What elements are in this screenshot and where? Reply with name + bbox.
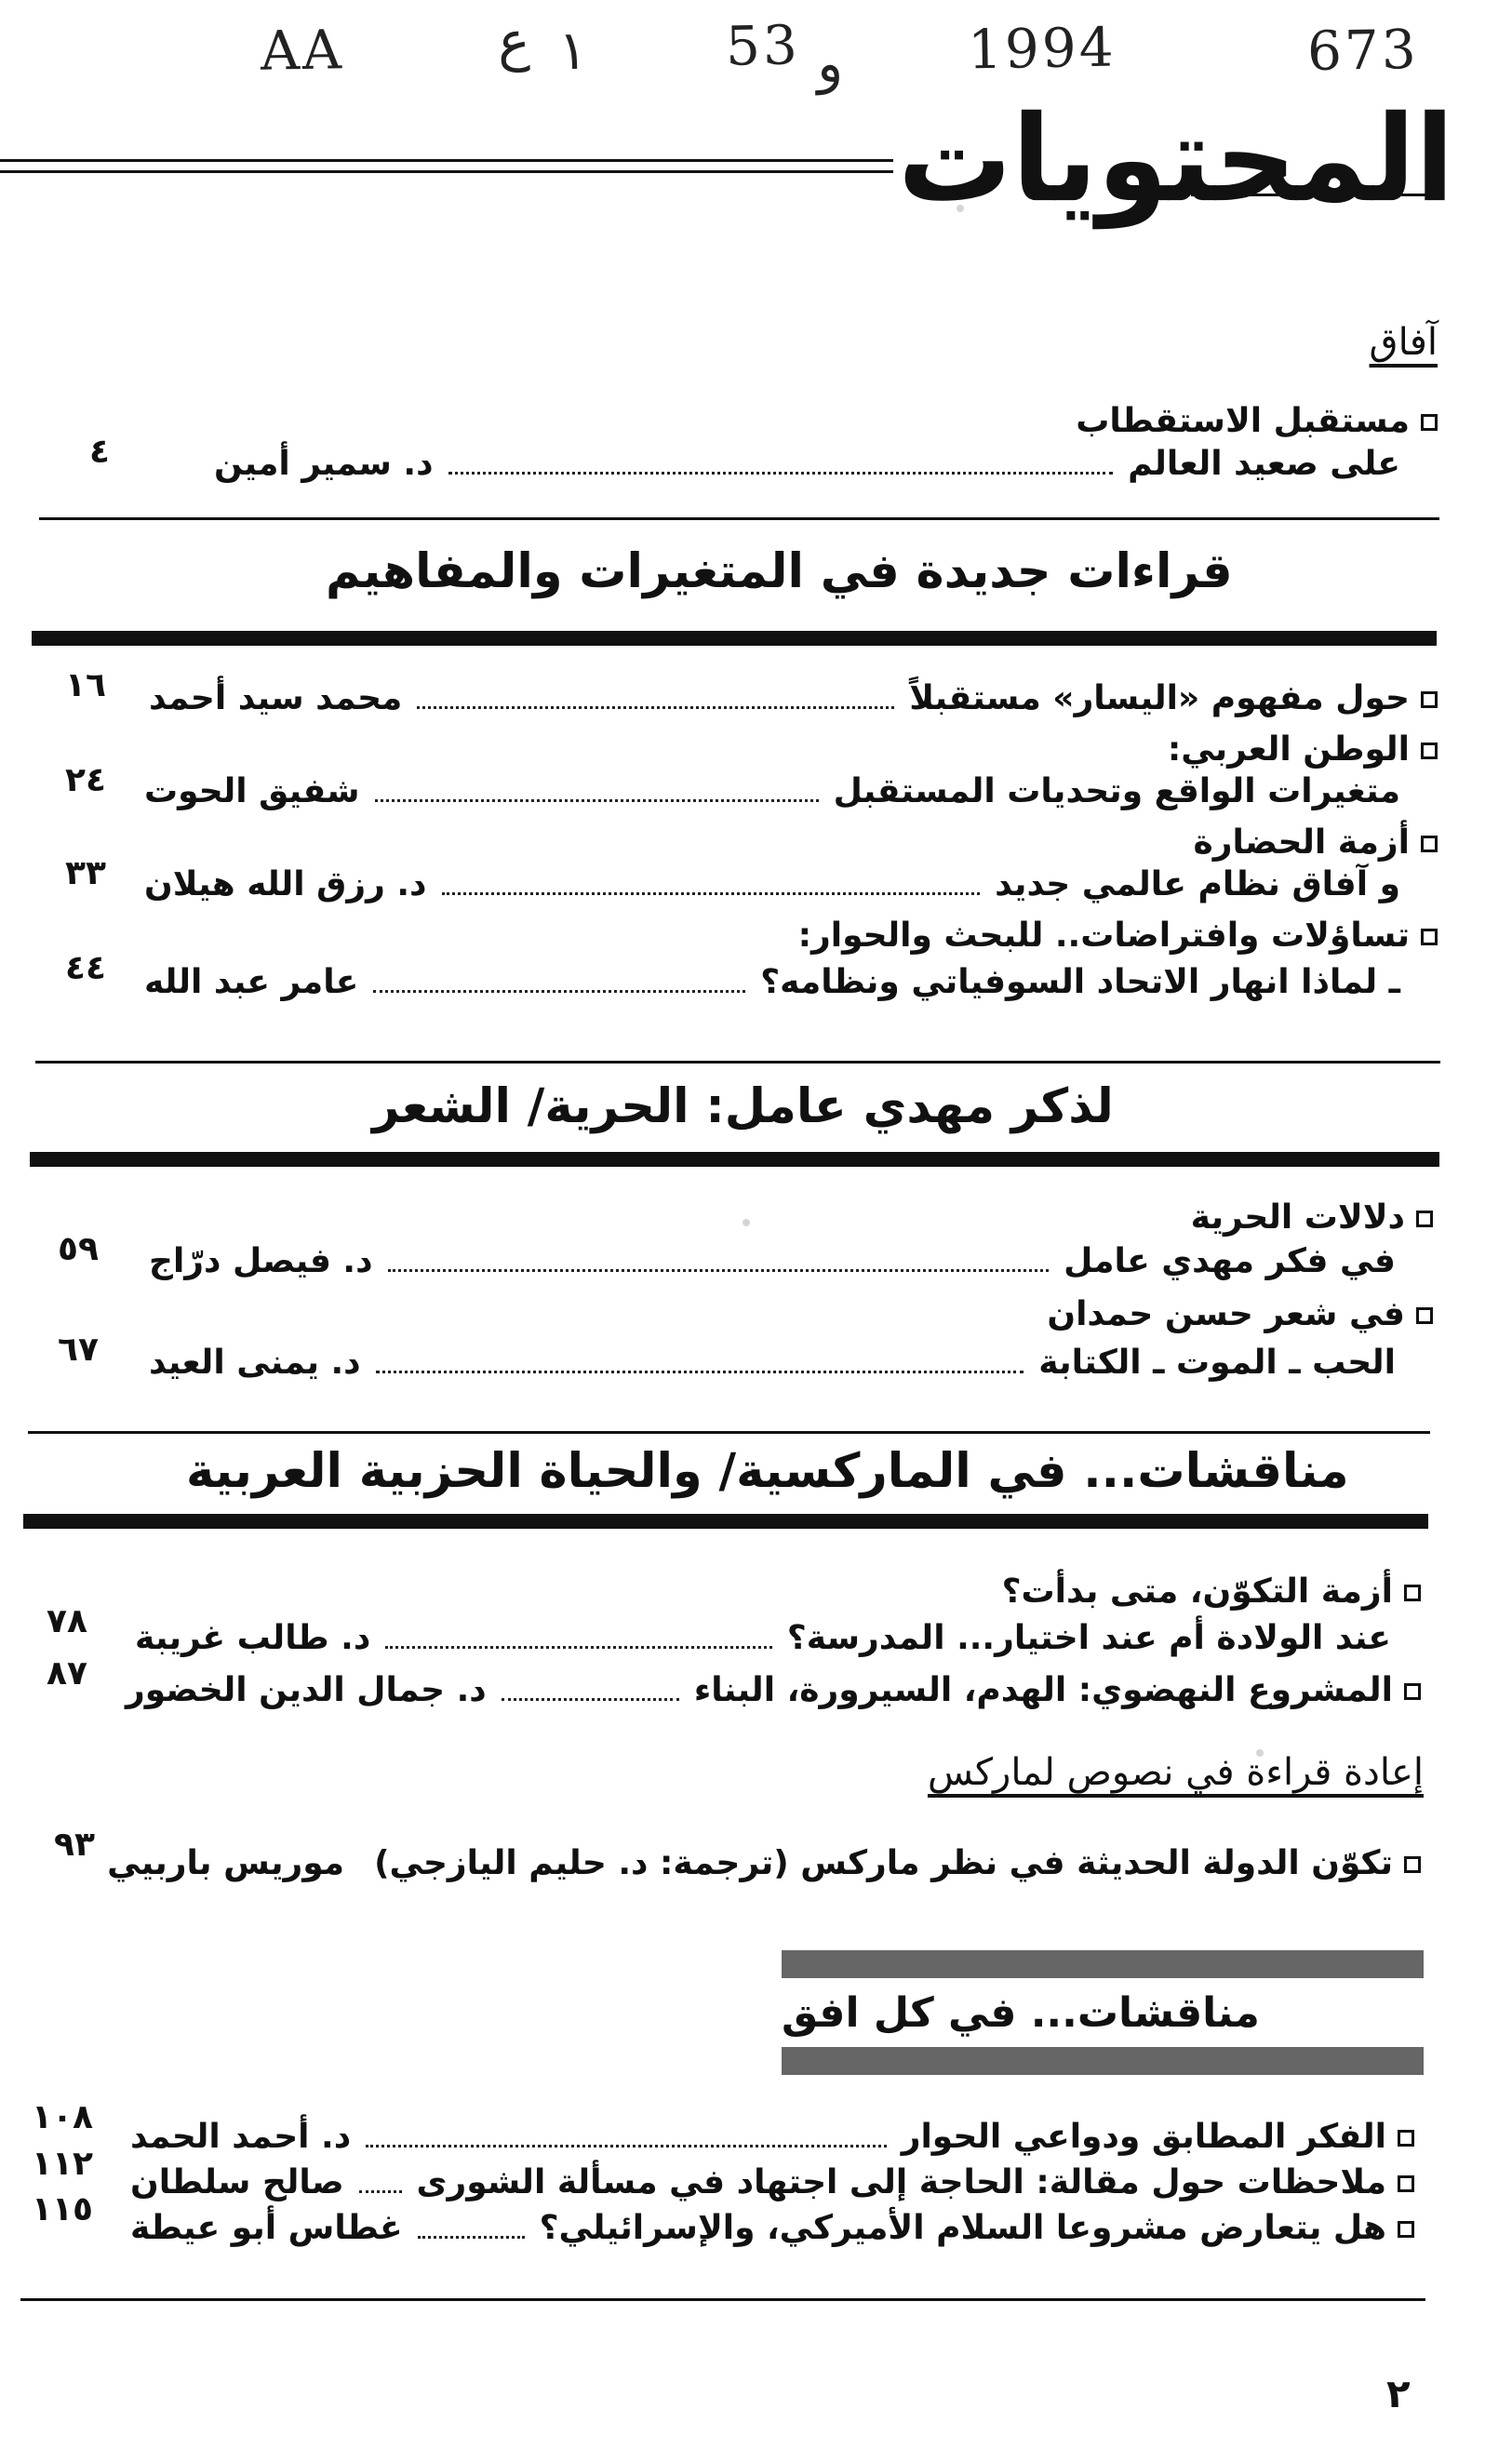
handwritten-note-7: 673 xyxy=(1306,17,1420,84)
leader-dots xyxy=(388,1269,1050,1272)
checkbox-icon xyxy=(1421,836,1438,852)
everywhere-entry-3 xyxy=(130,2209,1414,2247)
everywhere-entry-2-page: ١١٢ xyxy=(32,2145,93,2183)
section-heading-mahdi-amel: لذكر مهدي عامل: الحرية/ الشعر xyxy=(372,1079,1114,1134)
new-readings-entry-4-page: ٤٤ xyxy=(65,949,106,987)
new-readings-entry-4-line-2 xyxy=(144,963,1400,1001)
section-heading-afaq: آفاق xyxy=(1369,321,1438,364)
marx-texts-entry-1-page: ٩٣ xyxy=(54,1826,95,1864)
heading-band-bottom xyxy=(782,2047,1424,2075)
new-readings-entry-3-title-1: أزمة الحضارة xyxy=(1194,823,1438,862)
marx-texts-entry-1-author: موريس باربيي xyxy=(107,1844,345,1882)
leader-dots xyxy=(385,1646,772,1649)
checkbox-icon xyxy=(1421,414,1438,431)
leader-dots xyxy=(417,706,894,709)
leader-dots xyxy=(359,2190,402,2193)
leader-dots xyxy=(418,2236,525,2239)
handwritten-note-1: AA xyxy=(260,18,345,83)
new-readings-entry-4-title-2: ـ لماذا انهار الاتحاد السوفياتي ونظامه؟ xyxy=(760,963,1400,1001)
checkbox-icon xyxy=(1404,1683,1421,1700)
afaq-entry-1-line-2 xyxy=(214,445,1400,483)
marxism-entry-1-author: د. طالب غريبة xyxy=(135,1619,371,1657)
leader-dots xyxy=(366,2145,887,2148)
scan-mark xyxy=(957,205,964,212)
section-divider-thin xyxy=(35,1061,1440,1064)
new-readings-entry-4-author: عامر عبد الله xyxy=(144,963,359,1001)
new-readings-entry-3-line-2 xyxy=(144,865,1400,903)
mahdi-entry-2-author: د. يمنى العيد xyxy=(149,1344,361,1382)
section-divider-thin xyxy=(28,1431,1430,1434)
everywhere-entry-1-author: د. أحمد الحمد xyxy=(130,2118,352,2156)
leader-dots xyxy=(376,1371,1024,1373)
new-readings-entry-2-title-2: متغيرات الواقع وتحديات المستقبل xyxy=(833,772,1400,810)
mahdi-entry-2-line-2 xyxy=(149,1344,1396,1382)
checkbox-icon xyxy=(1398,2221,1414,2238)
checkbox-icon xyxy=(1421,929,1438,945)
handwritten-note-6: 1994 xyxy=(967,15,1117,82)
page-number: ٢ xyxy=(1386,2371,1411,2416)
afaq-entry-1-author: د. سمير أمين xyxy=(214,445,434,483)
afaq-entry-1-page: ٤ xyxy=(89,433,110,471)
mahdi-entry-1-line-2 xyxy=(149,1242,1396,1280)
marxism-entry-2-page: ٨٧ xyxy=(47,1654,87,1693)
checkbox-icon xyxy=(1416,1211,1433,1227)
afaq-entry-1-title-1: مستقبل الاستقطاب xyxy=(1076,402,1438,440)
new-readings-entry-2-title-1: الوطن العربي: xyxy=(1168,730,1438,769)
bottom-divider-line xyxy=(20,2298,1425,2301)
heading-band-top xyxy=(782,1950,1424,1978)
everywhere-entry-2-author: صالح سلطان xyxy=(130,2163,344,2201)
section-divider-thick xyxy=(23,1514,1428,1529)
checkbox-icon xyxy=(1398,2175,1414,2192)
new-readings-entry-2-line-2 xyxy=(144,772,1400,810)
title-left-line-top xyxy=(0,159,893,162)
scan-mark xyxy=(1256,1749,1264,1757)
new-readings-entry-2-page: ٢٤ xyxy=(65,761,106,799)
section-heading-marx-texts: إعادة قراءة في نصوص لماركس xyxy=(927,1751,1424,1794)
new-readings-entry-1-page: ١٦ xyxy=(65,666,106,704)
new-readings-entry-3-page: ٣٣ xyxy=(65,854,106,892)
handwritten-note-2: ع xyxy=(497,8,531,74)
leader-dots xyxy=(448,472,1114,475)
checkbox-icon xyxy=(1404,1856,1421,1873)
leader-dots xyxy=(442,892,981,895)
mahdi-entry-2-title-2: الحب ـ الموت ـ الكتابة xyxy=(1038,1344,1396,1382)
handwritten-note-5: و xyxy=(816,31,844,96)
marx-texts-entry-1-title: تكوّن الدولة الحديثة في نظر ماركس (ترجمة: د. حليم اليازجي) xyxy=(374,1844,1421,1882)
new-readings-entry-1-title: حول مفهوم «اليسار» مستقبلاً xyxy=(909,679,1438,717)
afaq-entry-1-title-2: على صعيد العالم xyxy=(1128,445,1400,483)
everywhere-entry-1-page: ١٠٨ xyxy=(32,2098,93,2136)
handwritten-note-3: ١ xyxy=(557,18,588,83)
checkbox-icon xyxy=(1421,743,1438,759)
marxism-entry-2-author: د. جمال الدين الخضور xyxy=(126,1671,487,1709)
section-divider-thick xyxy=(30,1152,1439,1167)
mahdi-entry-1-page: ٥٩ xyxy=(58,1230,99,1268)
new-readings-entry-3-author: د. رزق الله هيلان xyxy=(144,865,427,903)
new-readings-entry-3-title-2: و آفاق نظام عالمي جديد xyxy=(995,865,1400,903)
title-left-line-bottom xyxy=(0,170,893,173)
everywhere-entry-1-title: الفكر المطابق ودواعي الحوار xyxy=(902,2118,1414,2156)
new-readings-entry-2-author: شفيق الحوت xyxy=(144,772,360,810)
mahdi-entry-1-title-1: دلالات الحرية xyxy=(1191,1198,1433,1237)
marxism-entry-1-title-2: عند الولادة أم عند اختيار... المدرسة؟ xyxy=(786,1619,1391,1657)
handwritten-note-4: 53 xyxy=(725,13,801,78)
everywhere-entry-1 xyxy=(130,2118,1414,2156)
checkbox-icon xyxy=(1416,1307,1433,1324)
everywhere-entry-2-title: ملاحظات حول مقالة: الحاجة إلى اجتهاد في مسألة الشورى xyxy=(417,2163,1415,2201)
everywhere-entry-2 xyxy=(130,2163,1414,2201)
new-readings-entry-1 xyxy=(149,679,1438,717)
leader-dots xyxy=(373,990,745,993)
marxism-entry-2 xyxy=(126,1671,1421,1709)
everywhere-entry-3-author: غطاس أبو عيطة xyxy=(130,2209,403,2247)
section-heading-new-readings: قراءات جديدة في المتغيرات والمفاهيم xyxy=(326,544,1233,599)
page-title: المحتويات xyxy=(898,89,1454,229)
mahdi-entry-1-author: د. فيصل درّاج xyxy=(149,1242,373,1280)
marxism-entry-2-title: المشروع النهضوي: الهدم، السيرورة، البناء xyxy=(694,1671,1421,1709)
everywhere-entry-3-title: هل يتعارض مشروعا السلام الأميركي، والإسرائيلي؟ xyxy=(540,2209,1414,2247)
marxism-entry-1-line-2 xyxy=(135,1619,1391,1657)
leader-dots xyxy=(502,1698,679,1701)
checkbox-icon xyxy=(1398,2130,1414,2147)
marxism-entry-1-page: ٧٨ xyxy=(47,1602,87,1640)
new-readings-entry-1-author: محمد سيد أحمد xyxy=(149,679,403,717)
marxism-entry-1-title-1: أزمة التكوّن، متى بدأت؟ xyxy=(1002,1572,1421,1611)
section-heading-everywhere: مناقشات... في كل افق xyxy=(782,1989,1260,2037)
section-divider-thick xyxy=(32,631,1437,646)
leader-dots xyxy=(375,799,819,802)
new-readings-entry-4-title-1: تساؤلات وافتراضات.. للبحث والحوار: xyxy=(798,917,1438,955)
mahdi-entry-2-title-1: في شعر حسن حمدان xyxy=(1047,1295,1433,1333)
scan-mark xyxy=(743,1219,750,1226)
section-heading-marxism: مناقشات... في الماركسية/ والحياة الحزبية العربية xyxy=(186,1444,1349,1499)
mahdi-entry-1-title-2: في فكر مهدي عامل xyxy=(1064,1242,1396,1280)
mahdi-entry-2-page: ٦٧ xyxy=(58,1331,99,1369)
everywhere-entry-3-page: ١١٥ xyxy=(32,2190,93,2228)
section-divider-thin xyxy=(39,517,1439,520)
checkbox-icon xyxy=(1421,691,1438,708)
marx-texts-entry-1 xyxy=(107,1844,1421,1882)
checkbox-icon xyxy=(1404,1585,1421,1601)
